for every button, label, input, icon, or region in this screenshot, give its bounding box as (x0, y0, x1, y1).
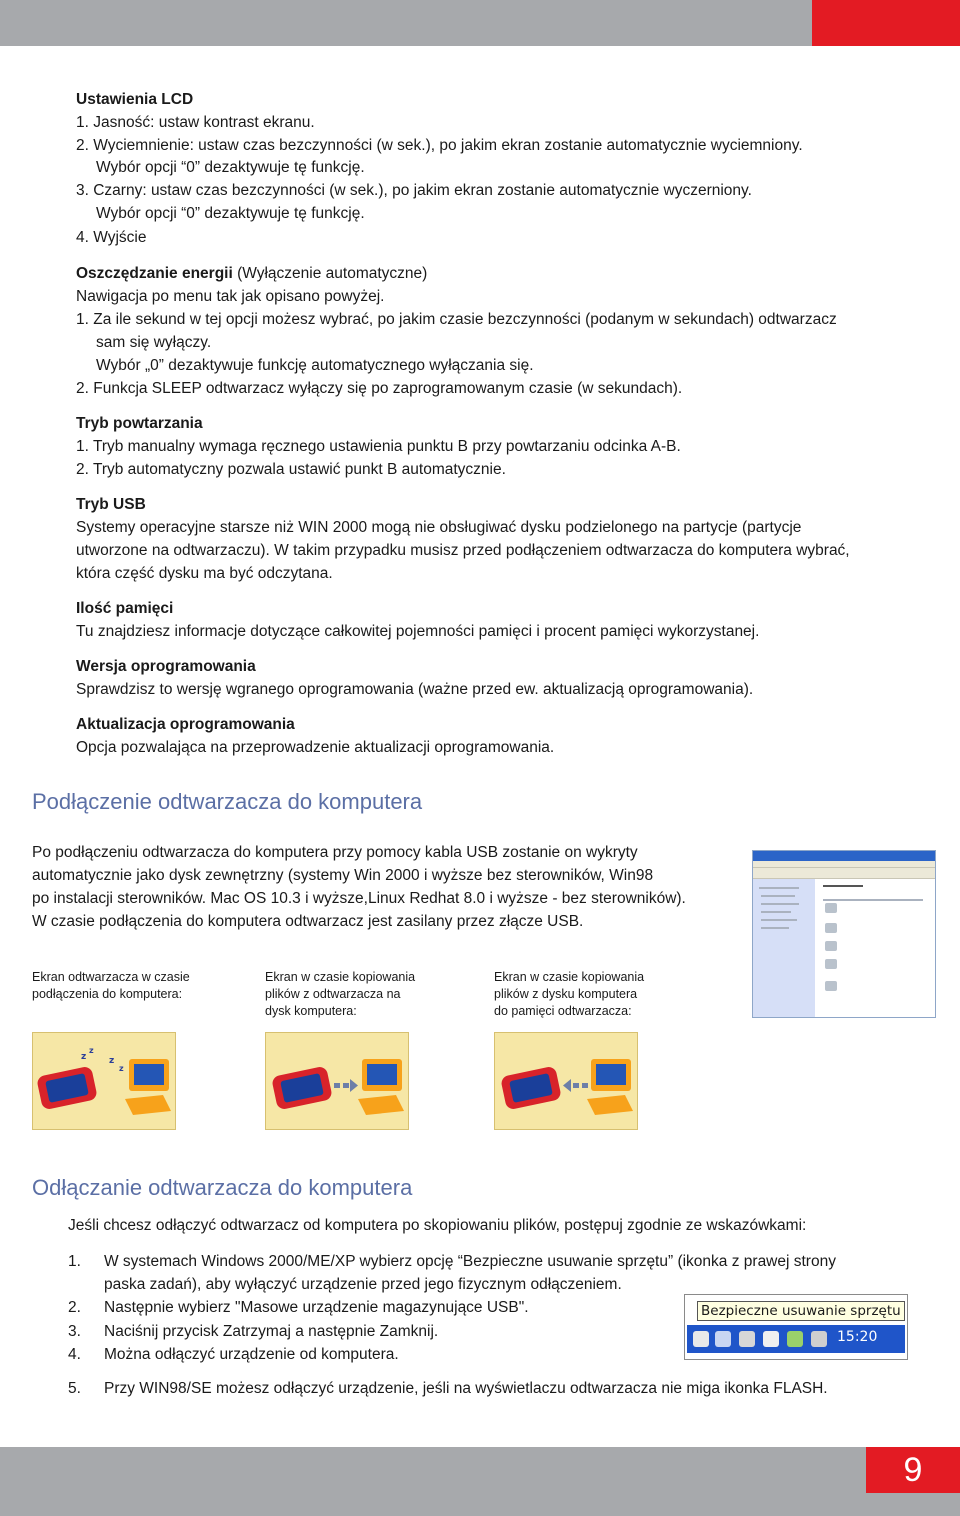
tree-line (759, 887, 799, 889)
firmware-heading: Wersja oprogramowania (76, 658, 256, 675)
caption-line: Ekran w czasie kopiowania (265, 970, 416, 984)
svg-text:z: z (89, 1046, 94, 1055)
drive-icon (825, 923, 837, 933)
player-to-pc-icon (266, 1033, 408, 1129)
lcd-item-2-note: Wybór opcji “0” dezaktywuje tę funkcję. (96, 159, 365, 176)
display-icon (763, 1331, 779, 1347)
tree-line (761, 919, 797, 921)
step-5-number: 5. (68, 1380, 81, 1397)
power-line-1: Nawigacja po menu tak jak opisano powyżej. (76, 288, 385, 305)
update-text: Opcja pozwalająca na przeprowadzenie aktualizacji oprogramowania. (76, 739, 555, 756)
svg-text:z: z (81, 1052, 87, 1062)
connect-line-1: Po podłączeniu odtwarzacza do komputera przy pomocy kabla USB zostanie on wykryty (32, 844, 638, 861)
safely-remove-hardware-icon[interactable] (715, 1331, 731, 1347)
disconnect-title: Odłączanie odtwarzacza do komputera (32, 1175, 413, 1200)
tree-line (761, 895, 795, 897)
power-heading: Oszczędzanie energii (76, 265, 233, 282)
caption-line: dysk komputera: (265, 1004, 357, 1018)
repeat-line-1: 1. Tryb manualny wymaga ręcznego ustawienia punktu B przy powtarzaniu odcinka A-B. (76, 438, 681, 455)
firmware-text: Sprawdzisz to wersję wgranego oprogramowania (ważne przed ew. aktualizacją oprogramowania). (76, 681, 754, 698)
status-icon (787, 1331, 803, 1347)
caption-connected (32, 969, 232, 1003)
memory-heading: Ilość pamięci (76, 600, 174, 617)
footer-bar (0, 1447, 960, 1516)
screen-connected-illustration (32, 1032, 176, 1130)
security-icon (811, 1331, 827, 1347)
connect-title: Podłączenie odtwarzacza do komputera (32, 789, 423, 814)
screen-copy-to-pc-illustration (265, 1032, 409, 1130)
power-line-2: 1. Za ile sekund w tej opcji możesz wybrać, po jakim czasie bezczynności (podanym w sekundach) odtwarzacz (76, 311, 837, 328)
explorer-menubar (753, 861, 935, 868)
cd-drive-icon (825, 941, 837, 951)
tray-clock: 15:20 (837, 1329, 878, 1345)
usb-line-2: utworzone na odtwarzaczu). W takim przypadku musisz przed podłączeniem odtwarzacza do komputera wybrać, (76, 542, 850, 559)
power-line-5: 2. Funkcja SLEEP odtwarzacz wyłączy się po zaprogramowanym czasie (w sekundach). (76, 380, 683, 397)
caption-copy-to-pc (265, 969, 465, 1020)
lcd-item-1: 1. Jasność: ustaw kontrast ekranu. (76, 114, 315, 131)
player-idle-icon (33, 1033, 175, 1129)
page-number: 9 (866, 1447, 960, 1493)
step-3-text: Naciśnij przycisk Zatrzymaj a następnie Zamknij. (104, 1323, 439, 1340)
svg-text:z: z (119, 1064, 124, 1073)
tree-line (761, 903, 799, 905)
step-1-text: W systemach Windows 2000/ME/XP wybierz opcję “Bezpieczne usuwanie sprzętu” (ikonka z prawej strony (104, 1253, 836, 1270)
disconnect-intro: Jeśli chcesz odłączyć odtwarzacz od komputera po skopiowaniu plików, postępuj zgodnie ze wskazówkami: (68, 1217, 807, 1234)
repeat-line-2: 2. Tryb automatyczny pozwala ustawić punkt B automatycznie. (76, 461, 506, 478)
usb-line-3: która część dysku ma być odczytana. (76, 565, 333, 582)
lcd-item-3: 3. Czarny: ustaw czas bezczynności (w sek.), po jakim ekran zostanie automatycznie wyczerniony. (76, 182, 752, 199)
screen-copy-to-player-illustration (494, 1032, 638, 1130)
caption-line: podłączenia do komputera: (32, 987, 183, 1001)
step-4-text: Można odłączyć urządzenie od komputera. (104, 1346, 399, 1363)
lcd-item-2: 2. Wyciemnienie: ustaw czas bezczynności (w sek.), po jakim ekran zostanie automatycznie wyciemniony. (76, 137, 803, 154)
svg-text:z: z (109, 1056, 115, 1066)
step-4-number: 4. (68, 1346, 81, 1363)
tree-line (761, 927, 789, 929)
volume-icon (739, 1331, 755, 1347)
system-tray-screenshot (684, 1294, 908, 1360)
content-line (823, 899, 923, 901)
power-line-3: sam się wyłączy. (96, 334, 212, 351)
step-5-text: Przy WIN98/SE możesz odłączyć urządzenie, jeśli na wyświetlaczu odtwarzacza nie miga ikonka FLASH. (104, 1380, 828, 1397)
network-icon (693, 1331, 709, 1347)
step-1-text-cont: paska zadań), aby wyłączyć urządzenie przed jego fizycznym odłączeniem. (104, 1276, 622, 1293)
taskbar-tray (687, 1325, 905, 1353)
power-heading-suffix: (Wyłączenie automatyczne) (232, 265, 428, 282)
step-1-number: 1. (68, 1253, 81, 1270)
caption-line: do pamięci odtwarzacza: (494, 1004, 632, 1018)
caption-line: Ekran w czasie kopiowania (494, 970, 645, 984)
header-accent (812, 0, 960, 46)
memory-text: Tu znajdziesz informacje dotyczące całkowitej pojemności pamięci i procent pamięci wykorzystanej. (76, 623, 760, 640)
step-2-number: 2. (68, 1299, 81, 1316)
explorer-tree-pane (753, 879, 815, 1018)
removable-drive-icon (825, 959, 837, 969)
drive-icon (825, 981, 837, 991)
safely-remove-tooltip: Bezpieczne usuwanie sprzętu (697, 1301, 905, 1321)
caption-line: plików z dysku komputera (494, 987, 638, 1001)
lcd-item-4: 4. Wyjście (76, 229, 147, 246)
step-3-number: 3. (68, 1323, 81, 1340)
pc-to-player-icon (495, 1033, 637, 1129)
content-heading-line (823, 885, 863, 887)
connect-line-4: W czasie podłączenia do komputera odtwarzacz jest zasilany przez złącze USB. (32, 913, 584, 930)
power-line-4: Wybór „0” dezaktywuje funkcję automatycznego wyłączania się. (96, 357, 534, 374)
explorer-titlebar (753, 851, 935, 861)
usb-heading: Tryb USB (76, 496, 146, 513)
connect-line-3: po instalacji sterowników. Mac OS 10.3 i wyższe,Linux Redhat 8.0 i wyższe - bez sterowników). (32, 890, 686, 907)
drive-icon (825, 903, 837, 913)
tree-line (761, 911, 791, 913)
caption-line: Ekran odtwarzacza w czasie (32, 970, 190, 984)
power-heading-line (76, 262, 427, 285)
usb-line-1: Systemy operacyjne starsze niż WIN 2000 mogą nie obsługiwać dysku podzielonego na partycje (partycje (76, 519, 802, 536)
explorer-window-screenshot (752, 850, 936, 1018)
header-bar (0, 0, 812, 46)
repeat-heading: Tryb powtarzania (76, 415, 203, 432)
caption-line: plików z odtwarzacza na (265, 987, 401, 1001)
step-2-text: Następnie wybierz "Masowe urządzenie magazynujące USB". (104, 1299, 529, 1316)
lcd-item-3-note: Wybór opcji “0” dezaktywuje tę funkcję. (96, 205, 365, 222)
caption-copy-to-player (494, 969, 694, 1020)
lcd-heading: Ustawienia LCD (76, 91, 194, 108)
connect-line-2: automatycznie jako dysk zewnętrzny (systemy Win 2000 i wyższe bez sterowników, Win98 (32, 867, 654, 884)
explorer-toolbar (753, 868, 935, 879)
update-heading: Aktualizacja oprogramowania (76, 716, 295, 733)
